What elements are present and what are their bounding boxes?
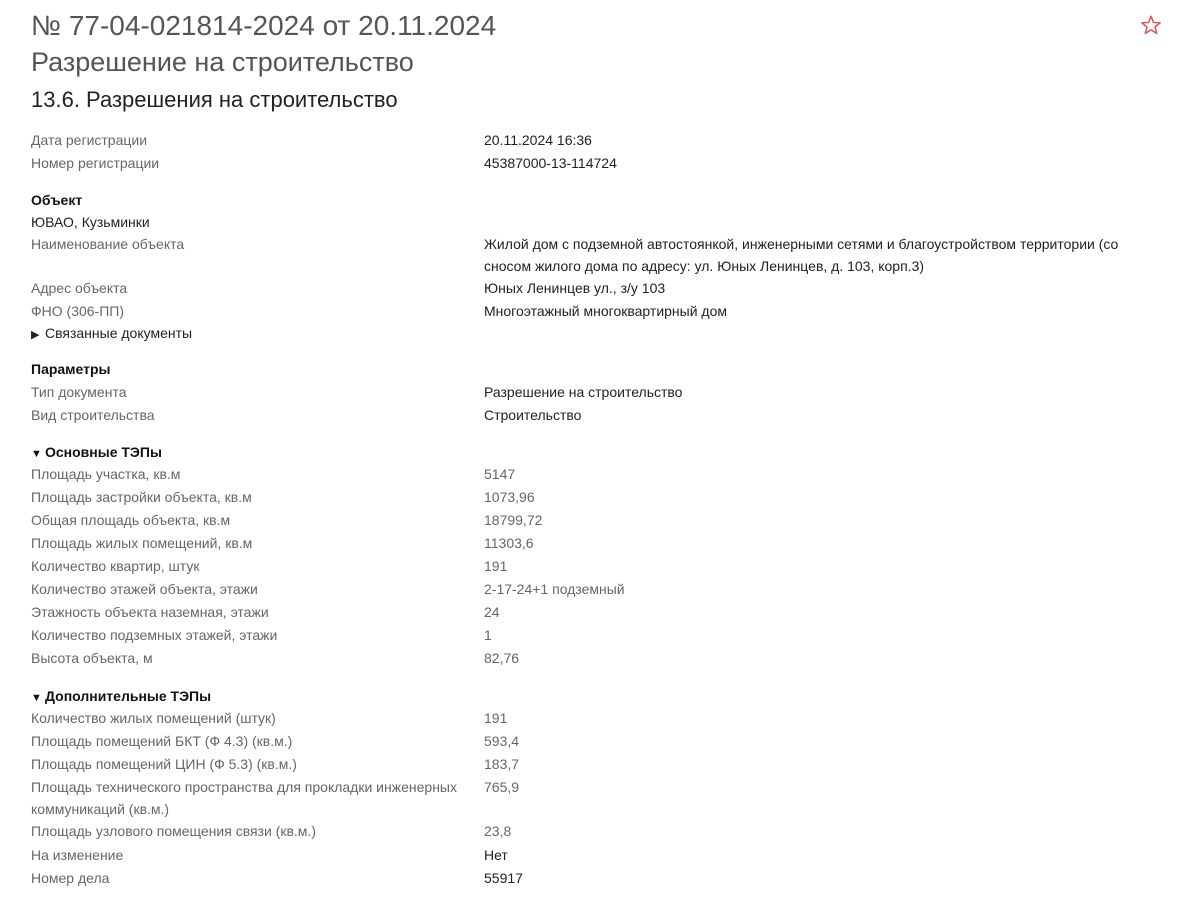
section-heading-parameters: Параметры xyxy=(31,361,111,377)
field-label: Площадь участка, кв.м xyxy=(31,466,181,482)
field-value: Разрешение на строительство xyxy=(484,384,683,400)
field-value: 45387000-13-114724 xyxy=(484,155,617,171)
triangle-right-icon: ▶ xyxy=(31,329,40,341)
field-value: Строительство xyxy=(484,407,582,423)
field-label: Адрес объекта xyxy=(31,280,128,296)
field-value: 11303,6 xyxy=(484,535,534,551)
object-district: ЮВАО, Кузьминки xyxy=(31,214,150,230)
field-value: 82,76 xyxy=(484,650,520,666)
document-number-title: № 77-04-021814-2024 от 20.11.2024 xyxy=(31,10,497,41)
field-label: Тип документа xyxy=(31,384,127,400)
field-label: Площадь жилых помещений, кв.м xyxy=(31,535,253,551)
field-label: Площадь технического пространства для прокладки инженерных коммуникаций (кв.м.) xyxy=(31,779,457,817)
field-label: Высота объекта, м xyxy=(31,650,153,666)
field-value: Жилой дом с подземной автостоянкой, инженерными сетями и благоустройством территории (со сносом жилого дома по адресу: ул. Юных Ленинцев, д. 103, корп.3) xyxy=(484,236,1119,274)
field-value: 23,8 xyxy=(484,823,512,839)
related-documents-label: Связанные документы xyxy=(45,325,193,341)
field-value: Многоэтажный многоквартирный дом xyxy=(484,303,728,319)
field-value: 24 xyxy=(484,604,500,620)
field-label: Дата регистрации xyxy=(31,132,148,148)
field-value: Юных Ленинцев ул., з/у 103 xyxy=(484,280,666,296)
field-label: Общая площадь объекта, кв.м xyxy=(31,512,231,528)
field-label: Количество подземных этажей, этажи xyxy=(31,627,278,643)
field-label: Номер дела xyxy=(31,870,110,886)
field-label: Площадь помещений ЦИН (Ф 5.3) (кв.м.) xyxy=(31,756,297,772)
field-label: Вид строительства xyxy=(31,407,155,423)
field-label: ФНО (306-ПП) xyxy=(31,303,125,319)
main-tep-heading: Основные ТЭПы xyxy=(45,444,162,460)
field-label: Номер регистрации xyxy=(31,155,160,171)
document-category-title: 13.6. Разрешения на строительство xyxy=(31,87,398,112)
field-value: 183,7 xyxy=(484,756,520,772)
field-value: 20.11.2024 16:36 xyxy=(484,132,592,148)
field-label: Этажность объекта наземная, этажи xyxy=(31,604,269,620)
field-label: Площадь застройки объекта, кв.м xyxy=(31,489,252,505)
triangle-down-icon: ▼ xyxy=(31,448,42,460)
field-label: Площадь узлового помещения связи (кв.м.) xyxy=(31,823,316,839)
star-icon[interactable] xyxy=(1140,14,1162,36)
field-label: Количество квартир, штук xyxy=(31,558,200,574)
triangle-down-icon: ▼ xyxy=(31,692,42,704)
field-value: 191 xyxy=(484,710,508,726)
field-value: 5147 xyxy=(484,466,516,482)
field-value: 593,4 xyxy=(484,733,520,749)
extra-tep-toggle[interactable] xyxy=(31,685,211,709)
main-tep-toggle[interactable] xyxy=(31,441,162,465)
field-value: 191 xyxy=(484,558,508,574)
field-value: 18799,72 xyxy=(484,512,543,528)
related-documents-toggle[interactable] xyxy=(31,322,192,346)
field-label: Наименование объекта xyxy=(31,236,185,252)
field-label: Площадь помещений БКТ (Ф 4.3) (кв.м.) xyxy=(31,733,293,749)
field-value: 1073,96 xyxy=(484,489,535,505)
document-type-title: Разрешение на строительство xyxy=(31,47,414,77)
field-value: 765,9 xyxy=(484,779,520,795)
field-value: 1 xyxy=(484,627,492,643)
extra-tep-heading: Дополнительные ТЭПы xyxy=(45,688,212,704)
field-value: 2-17-24+1 подземный xyxy=(484,581,625,597)
section-heading-object: Объект xyxy=(31,192,83,208)
field-value: 55917 xyxy=(484,870,523,886)
field-label: Количество жилых помещений (штук) xyxy=(31,710,276,726)
field-value: Нет xyxy=(484,847,508,863)
field-label: На изменение xyxy=(31,847,124,863)
field-label: Количество этажей объекта, этажи xyxy=(31,581,258,597)
